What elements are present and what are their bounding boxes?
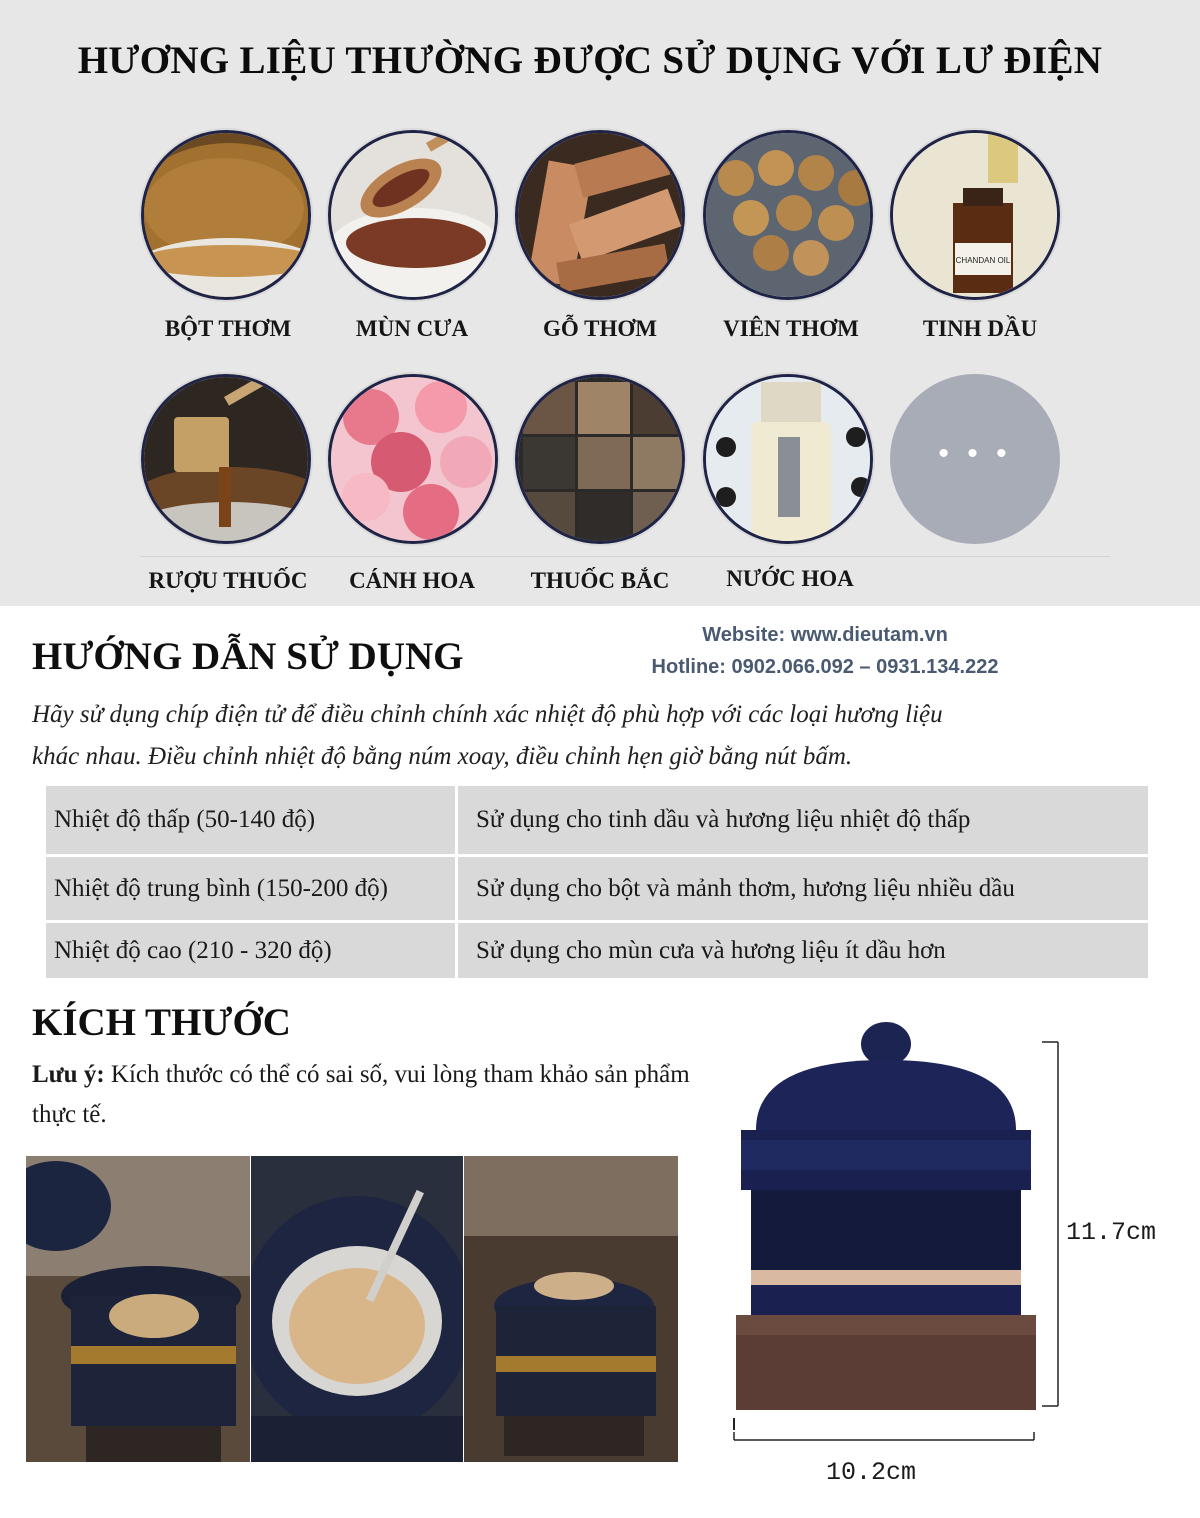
perfume-image [703, 374, 873, 544]
temperature-usage: Sử dụng cho bột và mảnh thơm, hương liệu nhiều dầu [458, 857, 1148, 920]
pellets-image [703, 130, 873, 300]
material-label: TINH DẦU [922, 316, 1038, 341]
size-heading: KÍCH THƯỚC [32, 1001, 291, 1044]
temperature-level: Nhiệt độ cao (210 - 320 độ) [46, 923, 455, 978]
ellipsis-icon: • • • [938, 437, 1012, 470]
petals-image [328, 374, 498, 544]
usage-heading: HƯỚNG DẪN SỬ DỤNG [32, 635, 464, 678]
more-materials-circle [890, 374, 1060, 544]
material-label: VIÊN THƠM [723, 316, 859, 341]
table-row [46, 786, 1148, 854]
height-dimension-line [1040, 1040, 1062, 1410]
intro-line: Hãy sử dụng chíp điện tử để điều chỉnh chính xác nhiệt độ phù hợp với các loại hương liệu [32, 701, 943, 728]
usage-intro [32, 694, 1152, 778]
usage-photo-1 [26, 1156, 250, 1462]
material-label: CÁNH HOA [349, 568, 475, 593]
table-row [46, 923, 1148, 978]
temperature-usage: Sử dụng cho mùn cưa và hương liệu ít dầu hơn [458, 923, 1148, 978]
wood-image [515, 130, 685, 300]
material-label: GỖ THƠM [543, 316, 657, 341]
material-label: MÙN CƯA [355, 316, 469, 341]
materials-panel [0, 0, 1200, 606]
material-label: NƯỚC HOA [726, 566, 854, 591]
hotline-text: Hotline: 0902.066.092 – 0931.134.222 [651, 656, 999, 678]
material-label: BỘT THƠM [164, 316, 292, 341]
temperature-level: Nhiệt độ thấp (50-140 độ) [46, 786, 455, 854]
powder-image [141, 130, 311, 300]
material-label: THUỐC BẮC [530, 568, 670, 593]
herbs-image [515, 374, 685, 544]
usage-photo-3 [464, 1156, 678, 1462]
intro-line: khác nhau. Điều chỉnh nhiệt độ bằng núm xoay, điều chỉnh hẹn giờ bằng nút bấm. [32, 743, 853, 770]
website-text: Website: www.dieutam.vn [702, 624, 948, 646]
divider [140, 556, 1110, 557]
table-row [46, 857, 1148, 920]
usage-photo-2 [251, 1156, 463, 1462]
product-image [716, 1020, 1056, 1460]
material-label: RƯỢU THUỐC [148, 568, 308, 593]
width-label: 10.2cm [826, 1458, 917, 1487]
essential-oil-image [890, 130, 1060, 300]
medicinal-wine-image [141, 374, 311, 544]
height-label: 11.7cm [1066, 1218, 1157, 1247]
temperature-level: Nhiệt độ trung bình (150-200 độ) [46, 857, 455, 920]
size-note [32, 1055, 722, 1135]
sawdust-image [328, 130, 498, 300]
note-text: Kích thước có thể có sai số, vui lòng tham khảo sản phẩm thực tế. [32, 1061, 690, 1128]
temperature-usage: Sử dụng cho tinh dầu và hương liệu nhiệt độ thấp [458, 786, 1148, 854]
note-label: Lưu ý: [32, 1061, 105, 1088]
page-title: HƯƠNG LIỆU THƯỜNG ĐƯỢC SỬ DỤNG VỚI LƯ ĐIỆN [77, 39, 1103, 82]
bottle-label: CHANDAN OIL [955, 256, 1011, 265]
